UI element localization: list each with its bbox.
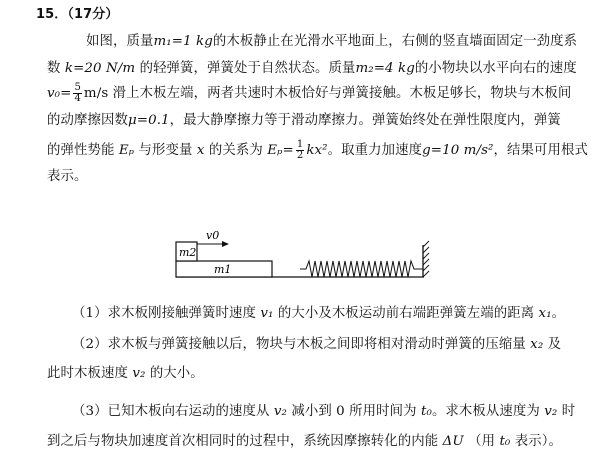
given-m2: m₂=4 kg [355,61,415,76]
intro-line-6: 表示。 [47,169,88,184]
intro-line-1: 如图，质量m₁=1 kg的木板静止在光滑水平地面上，右侧的竖直墙面固定一劲度系 [86,34,578,49]
given-v0-unit: m/s [83,86,109,101]
ep-formula-rhs: kx² [306,143,328,158]
ep-fraction: $\frac{1}{2}$ [296,139,304,161]
given-m1: m₁=1 kg [153,34,213,49]
question-2-line-2: 此时木板速度 v₂ 的大小。 [47,366,204,381]
intro-line-4: 的动摩擦因数μ=0.1，最大静摩擦力等于滑动摩擦力。弹簧始终处在弹性限度内，弹簧 [47,113,561,128]
question-3-line-2: 到之后与物块加速度首次相同时的过程中，系统因摩擦转化的内能 ΔU （用 t₀ 表示）。 [47,434,563,449]
problem-header: 15．（17分） [36,7,119,22]
given-g: g=10 m/s² [422,143,494,158]
label-m2: m2 [179,246,197,259]
velocity-arrow-head [222,241,229,247]
question-1: （1）求木板刚接触弹簧时速度 v₁ 的大小及木板运动前右端距弹簧左端的距离 x₁。 [72,306,566,321]
label-v0: v0 [206,229,220,242]
wall-hatch [423,241,429,277]
given-k: k=20 N/m [64,61,136,76]
given-ep: Eₚ [118,143,135,158]
label-m1: m1 [214,263,232,276]
given-v0-lhs: v₀= [47,86,72,101]
question-3-line-1: （3）已知木板向右运动的速度从 v₂ 减小到 0 所用时间为 t₀。求木板从速度为 v₂ 时 [72,404,576,419]
intro-line-3: v₀= $\frac{5}{4}$ m/s 滑上木板左端，两者共速时木板恰好与弹簧接触。木板足够长，物块与木板间 [47,82,572,104]
v0-fraction: $\frac{5}{4}$ [74,82,81,104]
spring [300,261,423,277]
given-mu: μ=0.1 [127,113,170,128]
question-2-line-1: （2）求木板与弹簧接触以后，物块与木板之间即将相对滑动时弹簧的压缩量 x₂ 及 [72,337,562,352]
intro-line-2: 数 k=20 N/m 的轻弹簧，弹簧处于自然状态。质量m₂=4 kg的小物块以水平向右的速度 [47,61,577,76]
given-x: x [196,143,205,158]
ep-formula-lhs: Eₚ= [267,143,294,158]
intro-line-5: 的弹性势能 Eₚ 与形变量 x 的关系为 Eₚ= $\frac{1}{2}$ kx²。取重力加速度g=10 m/s²，结果可用根式 [47,139,588,161]
